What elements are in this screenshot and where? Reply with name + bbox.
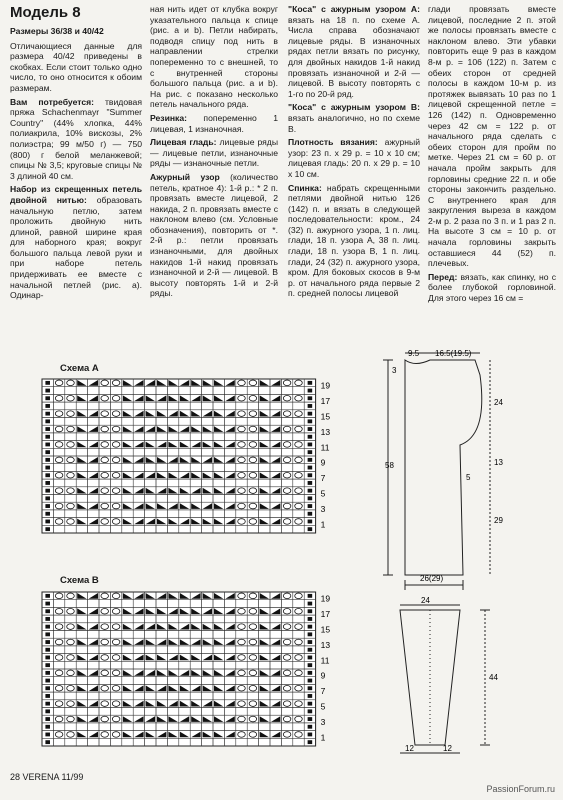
purl-symbol [308, 632, 313, 636]
row-number: 19 [320, 380, 331, 391]
purl-symbol [45, 656, 50, 660]
paragraph-lead: Ажурный узор [150, 171, 220, 182]
purl-symbol [45, 512, 50, 516]
paragraph-lead: Плотность вязания: [288, 137, 378, 148]
purl-symbol [308, 527, 313, 531]
column-2 [150, 4, 278, 302]
scheme-b-grid [40, 590, 340, 752]
purl-symbol [308, 656, 313, 660]
col3-paragraph [288, 4, 420, 99]
purl-symbol [308, 694, 313, 698]
purl-symbol [45, 609, 50, 613]
col2-paragraph [150, 137, 278, 169]
page-title: Модель 8 [10, 4, 81, 21]
sleeve-pattern-diagram [385, 595, 515, 765]
purl-symbol [45, 520, 50, 524]
purl-symbol [308, 617, 313, 621]
purl-symbol [308, 740, 313, 744]
col3-paragraph [288, 183, 420, 300]
row-number: 7 [320, 686, 326, 697]
purl-symbol [45, 632, 50, 636]
paragraph-text: образовать начальную петлю, затем проложить двойную нить длиной, равной ширине края для наборного края; вокруг большого пальца левой руки и при наборе петель придерживать ее вместе с начальной петлей (рис. а). Одинар- [10, 194, 142, 301]
purl-symbol [45, 640, 50, 644]
back-width: 26(29) [420, 574, 444, 583]
paragraph-text: набрать скрещенными петлями двойной нитью 126 (142) п. и вязать в следующей последовательности: кром., 24 (32) п. ажурного узора, 1 п. лиц. глади, 18 п. узора А, 38 п. лиц. глади, 18 п. узора В, 1 п. лиц. глади, 24 (32) п. ажурного узора, кром. Для боковых скосов в 9-м р. от начального ряда первые 2 п. средней полосы лицевой [288, 182, 420, 299]
purl-symbol [45, 404, 50, 408]
purl-symbol [45, 733, 50, 737]
col1-paragraph [10, 97, 142, 182]
purl-symbol [308, 594, 313, 598]
purl-symbol [45, 686, 50, 690]
back-armhole-height: 24 [494, 398, 503, 407]
row-number: 7 [320, 473, 326, 484]
row-number: 13 [320, 426, 331, 437]
purl-symbol [45, 527, 50, 531]
purl-symbol [45, 473, 50, 477]
row-number: 3 [320, 716, 326, 727]
purl-symbol [45, 694, 50, 698]
sleeve-top-width: 24 [421, 596, 430, 605]
row-number: 15 [320, 624, 331, 635]
col2-paragraphs [150, 4, 278, 299]
paragraph-text: ная нить идет от клубка вокруг указательного пальца к спице (рис. а и b). Петли набирать, подводя спицу под нить в направлении стрелки попеременно то с внешней, то с внутренней стороны большого пальца (рис. а и b). На рис. с показано несколько петель начального ряда. [150, 4, 278, 110]
purl-symbol [45, 435, 50, 439]
row-number: 11 [320, 655, 330, 666]
row-number: 3 [320, 503, 326, 514]
purl-symbol [45, 427, 50, 431]
paragraph-text: лицевые ряды — лицевые петли, изнаночные ряды — изнаночные петли. [150, 137, 278, 169]
paragraph-text: попеременно 1 лицевая, 1 изнаночная. [150, 112, 278, 134]
purl-symbol [308, 481, 313, 485]
purl-symbol [45, 389, 50, 393]
back-neck-drop: 3 [392, 366, 397, 375]
row-number: 15 [320, 411, 331, 422]
purl-symbol [45, 489, 50, 493]
paragraph-text: вязать на 18 п. по схеме А. Числа справа обозначают лицевые ряды. В изнаночных рядах петли вязать по рисунку, для двойных накидов 1-й накид провязать изнаночной и 2-й — лицевой. В высоту повторять с 1-го по 20-й ряд. [288, 14, 420, 99]
purl-symbol [45, 412, 50, 416]
back-pattern-diagram [380, 345, 520, 590]
purl-symbol [308, 381, 313, 385]
scheme-a-label: Схема А [60, 363, 99, 374]
back-mark-13: 13 [494, 458, 503, 467]
purl-symbol [308, 489, 313, 493]
purl-symbol [45, 381, 50, 385]
col1-paragraph [10, 41, 142, 94]
back-total-height: 58 [385, 461, 394, 470]
paragraph-lead: Резинка: [150, 112, 187, 123]
purl-symbol [45, 625, 50, 629]
purl-symbol [308, 733, 313, 737]
paragraph-text: (количество петель, кратное 4): 1-й р.: * 2 п. провязать вместе лицевой, 2 накида, 2 п. провязать вместе с наклоном влево (см. Условные обозначения), повторить от *. 2-й р.: петли провязать изнаночными, для двойных накидов 1-й накид провязать изнаночной и 2-й — лицевой. В высоту повторять 1-й и 2-й ряды. [150, 171, 279, 299]
sizes-heading: Размеры 36/38 и 40/42 [10, 26, 104, 36]
paragraph-text: Отличающиеся данные для размера 40/42 приведены в скобках. Если стоит только одно число, то оно относится к обоим размерам. [10, 40, 142, 93]
paragraph-text: вязать аналогично, но по схеме В. [288, 112, 420, 134]
purl-symbol [308, 496, 313, 500]
purl-symbol [45, 481, 50, 485]
paragraph-text: ажурный узор: 23 п. х 29 р. = 10 х 10 см; лицевая гладь: 20 п. х 29 р. = 10 х 10 см. [288, 137, 420, 179]
watermark: PassionForum.ru [486, 784, 555, 794]
row-number: 9 [320, 457, 326, 468]
purl-symbol [308, 648, 313, 652]
purl-symbol [308, 625, 313, 629]
purl-symbol [308, 389, 313, 393]
purl-symbol [45, 504, 50, 508]
purl-symbol [308, 663, 313, 667]
row-number: 13 [320, 639, 331, 650]
purl-symbol [308, 419, 313, 423]
purl-symbol [308, 404, 313, 408]
col4-paragraphs [428, 4, 556, 304]
purl-symbol [45, 496, 50, 500]
purl-symbol [45, 709, 50, 713]
column-3 [288, 4, 420, 302]
purl-symbol [308, 671, 313, 675]
row-number: 17 [320, 396, 331, 407]
paragraph-lead: Спинка: [288, 182, 322, 193]
row-number: 17 [320, 609, 331, 620]
purl-symbol [308, 435, 313, 439]
purl-symbol [45, 740, 50, 744]
purl-symbol [308, 717, 313, 721]
purl-symbol [45, 602, 50, 606]
paragraph-text: вязать, как спинку, но с более глубокой горловиной. Для этого через 16 см = [428, 271, 556, 304]
sleeve-bottom-right: 12 [443, 744, 452, 753]
purl-symbol [45, 702, 50, 706]
col4-paragraph [428, 272, 556, 304]
purl-symbol [308, 602, 313, 606]
purl-symbol [45, 396, 50, 400]
row-number: 1 [320, 732, 326, 743]
row-number: 11 [320, 442, 330, 453]
col3-paragraph [288, 102, 420, 134]
purl-symbol [45, 725, 50, 729]
purl-symbol [308, 504, 313, 508]
col2-paragraph [150, 113, 278, 134]
purl-symbol [45, 443, 50, 447]
purl-symbol [45, 594, 50, 598]
sleeve-bottom-left: 12 [405, 744, 414, 753]
row-number: 5 [320, 488, 326, 499]
page-footer: 28 VERENA 11/99 [10, 772, 84, 782]
col2-paragraph [150, 4, 278, 110]
purl-symbol [308, 640, 313, 644]
paragraph-lead: Лицевая гладь: [150, 137, 217, 148]
row-number: 5 [320, 701, 326, 712]
purl-symbol [308, 466, 313, 470]
paragraph-lead: Вам потребуется: [10, 96, 94, 107]
purl-symbol [308, 609, 313, 613]
col3-paragraphs [288, 4, 420, 299]
col1-paragraphs [10, 41, 142, 301]
back-mark-5: 5 [466, 473, 471, 482]
paragraph-lead: Набор из скрещенных петель двойной нитью: [10, 184, 142, 205]
purl-symbol [308, 520, 313, 524]
sleeve-length: 44 [489, 673, 498, 682]
paragraph-lead: "Коса" с ажурным узором В: [288, 102, 420, 113]
purl-symbol [308, 450, 313, 454]
paragraph-text: глади провязать вместе лицевой, последние 2 п. этой же полосы провязать вместе с наклоном влево. Эти убавки повторить еще 9 раз в каждом 8-м р. = 106 (122) п. Затем с обеих сторон от средней полосы в каждом 10-м р. из протяжек вывязать 10 раз по 1 лицевой скрещенной петле = 126 (142) п. Одновременно через 42 см = 122 р. от начального ряда сделать с обеих сторон для пройм по метке. Через 21 см = 60 р. от начала пройм закрыть для горловины средние 22 п. и обе стороны закончить раздельно. С внутреннего края для закругления выреза в каждом 2-м р. 2 раза по 3 п. и 1 раз 2 п. На высоте 3 см = 10 р. от начала горловины закрыть оставшиеся 44 (52) п. плечевых. [428, 4, 556, 269]
purl-symbol [308, 473, 313, 477]
purl-symbol [308, 412, 313, 416]
purl-symbol [45, 466, 50, 470]
purl-symbol [308, 702, 313, 706]
purl-symbol [45, 679, 50, 683]
row-number: 19 [320, 593, 331, 604]
scheme-a-grid [40, 377, 340, 539]
purl-symbol [45, 648, 50, 652]
purl-symbol [308, 686, 313, 690]
column-1 [10, 4, 142, 304]
purl-symbol [45, 717, 50, 721]
purl-symbol [45, 671, 50, 675]
back-lower-height: 29 [494, 516, 503, 525]
col3-paragraph [288, 137, 420, 179]
col1-paragraph [10, 184, 142, 301]
purl-symbol [308, 725, 313, 729]
col2-paragraph [150, 172, 278, 299]
purl-symbol [308, 443, 313, 447]
scheme-b-label: Схема В [60, 575, 99, 586]
purl-symbol [308, 458, 313, 462]
paragraph-text: твидовая пряжа Schachenmayr "Summer Country" (44% хлопка, 44% полиакрила, 10% вискозы, 2% полиэстра; 99 м/50 г) — 750 (800) г белой меланжевой; спицы № 3,5; круговые спицы № 3 длиной 40 см. [10, 96, 142, 181]
purl-symbol [45, 663, 50, 667]
purl-symbol [308, 396, 313, 400]
row-number: 9 [320, 670, 326, 681]
purl-symbol [308, 709, 313, 713]
back-shoulder-width: 16.5(19.5) [435, 349, 472, 358]
col4-paragraph [428, 4, 556, 269]
paragraph-lead: Перед: [428, 271, 458, 282]
row-number: 1 [320, 519, 326, 530]
purl-symbol [45, 458, 50, 462]
purl-symbol [45, 419, 50, 423]
paragraph-lead: "Коса" с ажурным узором А: [288, 4, 420, 14]
column-4 [428, 4, 556, 307]
purl-symbol [308, 679, 313, 683]
purl-symbol [308, 512, 313, 516]
purl-symbol [308, 427, 313, 431]
back-neck-width: 9.5 [408, 349, 420, 358]
purl-symbol [45, 450, 50, 454]
purl-symbol [45, 617, 50, 621]
